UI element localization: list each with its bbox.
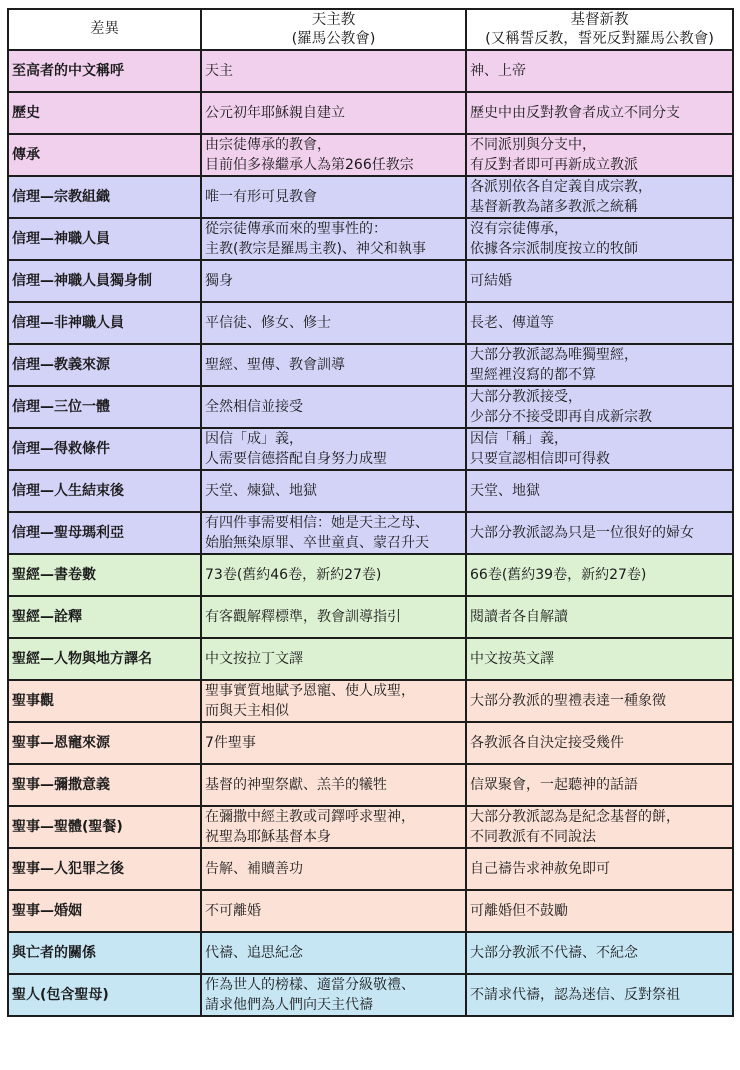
- table-row: [8, 470, 733, 512]
- protestant-cell: 可結婚: [466, 260, 733, 302]
- table-row: [8, 260, 733, 302]
- protestant-cell: 可離婚但不鼓勵: [466, 890, 733, 932]
- protestant-cell: 各教派各自決定接受幾件: [466, 722, 733, 764]
- comparison-table: [7, 8, 734, 1017]
- protestant-cell: 不同派別與分支中， 有反對者即可再新成立教派: [466, 134, 733, 176]
- catholic-cell: 唯一有形可見教會: [201, 176, 466, 218]
- header-row: [8, 9, 733, 50]
- row-key: 信理—人生結束後: [8, 470, 201, 512]
- row-key: 聖經—人物與地方譯名: [8, 638, 201, 680]
- table-row: [8, 50, 733, 92]
- protestant-cell: 歷史中由反對教會者成立不同分支: [466, 92, 733, 134]
- protestant-cell: 閱讀者各自解讀: [466, 596, 733, 638]
- row-key: 信理—宗教組織: [8, 176, 201, 218]
- table-row: [8, 638, 733, 680]
- table-row: [8, 596, 733, 638]
- catholic-cell: 公元初年耶穌親自建立: [201, 92, 466, 134]
- catholic-cell: 有四件事需要相信：她是天主之母、 始胎無染原罪、卒世童貞、蒙召升天: [201, 512, 466, 554]
- catholic-cell: 聖事實質地賦予恩寵、使人成聖， 而與天主相似: [201, 680, 466, 722]
- row-key: 傳承: [8, 134, 201, 176]
- row-key: 聖事—婚姻: [8, 890, 201, 932]
- header-difference: 差異: [8, 9, 201, 50]
- table-row: [8, 848, 733, 890]
- table-row: [8, 302, 733, 344]
- protestant-cell: 66卷(舊約39卷，新約27卷): [466, 554, 733, 596]
- catholic-cell: 7件聖事: [201, 722, 466, 764]
- catholic-cell: 全然相信並接受: [201, 386, 466, 428]
- row-key: 聖事觀: [8, 680, 201, 722]
- protestant-cell: 各派別依各自定義自成宗教， 基督新教為諸多教派之統稱: [466, 176, 733, 218]
- table-row: [8, 974, 733, 1016]
- protestant-cell: 大部分教派接受， 少部分不接受即再自成新宗教: [466, 386, 733, 428]
- protestant-cell: 天堂、地獄: [466, 470, 733, 512]
- protestant-cell: 中文按英文譯: [466, 638, 733, 680]
- table-row: [8, 428, 733, 470]
- row-key: 信理—教義來源: [8, 344, 201, 386]
- row-key: 信理—得救條件: [8, 428, 201, 470]
- catholic-cell: 作為世人的榜樣、適當分級敬禮、 請求他們為人們向天主代禱: [201, 974, 466, 1016]
- row-key: 聖事—聖體(聖餐): [8, 806, 201, 848]
- row-key: 聖事—人犯罪之後: [8, 848, 201, 890]
- catholic-cell: 因信「成」義， 人需要信德搭配自身努力成聖: [201, 428, 466, 470]
- catholic-cell: 聖經、聖傳、教會訓導: [201, 344, 466, 386]
- row-key: 歷史: [8, 92, 201, 134]
- row-key: 信理—非神職人員: [8, 302, 201, 344]
- table-row: [8, 344, 733, 386]
- catholic-cell: 平信徒、修女、修士: [201, 302, 466, 344]
- catholic-cell: 在彌撒中經主教或司鐸呼求聖神， 祝聖為耶穌基督本身: [201, 806, 466, 848]
- table-row: [8, 890, 733, 932]
- protestant-cell: 神、上帝: [466, 50, 733, 92]
- protestant-cell: 大部分教派認為是紀念基督的餅， 不同教派有不同說法: [466, 806, 733, 848]
- catholic-cell: 中文按拉丁文譯: [201, 638, 466, 680]
- catholic-cell: 有客觀解釋標準，教會訓導指引: [201, 596, 466, 638]
- table-row: [8, 386, 733, 428]
- table-row: [8, 176, 733, 218]
- protestant-cell: 大部分教派不代禱、不紀念: [466, 932, 733, 974]
- table-row: [8, 932, 733, 974]
- catholic-cell: 73卷(舊約46卷，新約27卷): [201, 554, 466, 596]
- protestant-cell: 大部分教派認為唯獨聖經， 聖經裡沒寫的都不算: [466, 344, 733, 386]
- catholic-cell: 不可離婚: [201, 890, 466, 932]
- table-row: [8, 512, 733, 554]
- header-protestant: 基督新教 (又稱誓反教，誓死反對羅馬公教會): [466, 9, 733, 50]
- protestant-cell: 長老、傳道等: [466, 302, 733, 344]
- catholic-cell: 基督的神聖祭獻、羔羊的犧牲: [201, 764, 466, 806]
- table-row: [8, 806, 733, 848]
- row-key: 信理—三位一體: [8, 386, 201, 428]
- row-key: 聖經—詮釋: [8, 596, 201, 638]
- protestant-cell: 大部分教派認為只是一位很好的婦女: [466, 512, 733, 554]
- catholic-cell: 獨身: [201, 260, 466, 302]
- table-row: [8, 92, 733, 134]
- catholic-cell: 天堂、煉獄、地獄: [201, 470, 466, 512]
- row-key: 信理—神職人員獨身制: [8, 260, 201, 302]
- protestant-cell: 信眾聚會，一起聽神的話語: [466, 764, 733, 806]
- row-key: 信理—聖母瑪利亞: [8, 512, 201, 554]
- table-row: [8, 554, 733, 596]
- catholic-cell: 從宗徒傳承而來的聖事性的： 主教(教宗是羅馬主教)、神父和執事: [201, 218, 466, 260]
- catholic-cell: 天主: [201, 50, 466, 92]
- protestant-cell: 因信「稱」義， 只要宣認相信即可得救: [466, 428, 733, 470]
- table-row: [8, 764, 733, 806]
- table-row: [8, 680, 733, 722]
- row-key: 聖事—恩寵來源: [8, 722, 201, 764]
- catholic-cell: 告解、補贖善功: [201, 848, 466, 890]
- table-row: [8, 722, 733, 764]
- row-key: 與亡者的關係: [8, 932, 201, 974]
- table-row: [8, 218, 733, 260]
- row-key: 聖人(包含聖母): [8, 974, 201, 1016]
- table-row: [8, 134, 733, 176]
- row-key: 聖事—彌撒意義: [8, 764, 201, 806]
- protestant-cell: 沒有宗徒傳承， 依據各宗派制度按立的牧師: [466, 218, 733, 260]
- header-catholic: 天主教 (羅馬公教會): [201, 9, 466, 50]
- row-key: 至高者的中文稱呼: [8, 50, 201, 92]
- catholic-cell: 由宗徒傳承的教會， 目前伯多祿繼承人為第266任教宗: [201, 134, 466, 176]
- catholic-cell: 代禱、追思紀念: [201, 932, 466, 974]
- protestant-cell: 自己禱告求神赦免即可: [466, 848, 733, 890]
- row-key: 聖經—書卷數: [8, 554, 201, 596]
- protestant-cell: 不請求代禱，認為迷信、反對祭祖: [466, 974, 733, 1016]
- protestant-cell: 大部分教派的聖禮表達一種象徵: [466, 680, 733, 722]
- row-key: 信理—神職人員: [8, 218, 201, 260]
